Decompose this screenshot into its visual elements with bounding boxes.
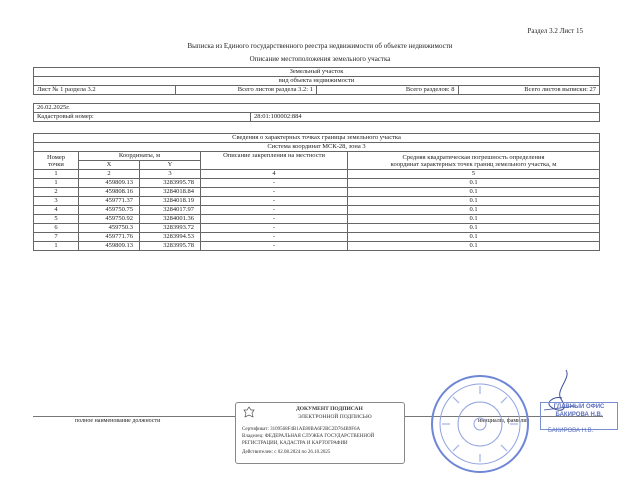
column-index-row — [34, 170, 600, 179]
point-description: - — [201, 215, 348, 224]
object-type-caption: вид объекта недвижимости — [34, 77, 600, 86]
point-description: - — [201, 224, 348, 233]
point-y: 3283993.72 — [140, 224, 201, 233]
points-caption: Сведения о характерных точках границы земельного участка — [34, 134, 600, 143]
point-y: 3284017.97 — [140, 206, 201, 215]
col-index-1: 1 — [34, 170, 79, 179]
emblem-icon — [242, 406, 256, 420]
stamp-subtitle: ЭЛЕКТРОННОЙ ПОДПИСЬЮ — [298, 414, 372, 420]
electronic-signature-stamp — [235, 402, 405, 464]
col-index-2: 2 — [79, 170, 140, 179]
point-y: 3284018.19 — [140, 197, 201, 206]
cadastral-info-table — [33, 103, 600, 122]
col-index-5: 5 — [348, 170, 600, 179]
round-seal — [428, 372, 532, 476]
table-row — [34, 215, 600, 224]
point-error: 0.1 — [348, 179, 600, 188]
stamp-owner-line2: РЕГИСТРАЦИИ, КАДАСТРА И КАРТОГРАФИИ — [242, 441, 348, 446]
point-description: - — [201, 206, 348, 215]
point-error: 0.1 — [348, 242, 600, 251]
point-number: 1 — [34, 242, 79, 251]
point-y: 3283995.78 — [140, 179, 201, 188]
extract-date: 26.02.2025г. — [34, 104, 600, 113]
table-row — [34, 233, 600, 242]
point-y: 3284001.36 — [140, 215, 201, 224]
point-description: - — [201, 197, 348, 206]
point-x: 459809.13 — [79, 179, 140, 188]
rectangular-stamp — [540, 402, 618, 430]
stamp-title: ДОКУМЕНТ ПОДПИСАН — [296, 406, 363, 412]
col-coordinates: Координаты, м — [79, 152, 201, 161]
point-error: 0.1 — [348, 224, 600, 233]
rectangular-stamp-line1: ГЛАВНЫЙ ОФИС — [553, 404, 605, 410]
document-subtitle: Описание местоположения земельного участка — [249, 55, 391, 63]
col-error-line2: координат характерных точек границ земельного участка, м — [390, 160, 557, 168]
point-error: 0.1 — [348, 206, 600, 215]
table-row — [34, 197, 600, 206]
point-number: 2 — [34, 188, 79, 197]
col-point-number — [34, 152, 79, 170]
table-row — [34, 179, 600, 188]
point-y: 3284018.84 — [140, 188, 201, 197]
point-x: 459750.92 — [79, 215, 140, 224]
col-index-4: 4 — [201, 170, 348, 179]
boundary-points-table — [33, 133, 600, 251]
point-description: - — [201, 188, 348, 197]
stamp-owner-line1: Владелец: ФЕДЕРАЛЬНАЯ СЛУЖБА ГОСУДАРСТВЕННОЙ — [242, 434, 375, 439]
col-index-3: 3 — [140, 170, 201, 179]
point-x: 459750.3 — [79, 224, 140, 233]
total-sheets: Всего листов выписки: 27 — [458, 86, 600, 95]
point-y: 3283995.78 — [140, 242, 201, 251]
section-page-label: Раздел 3.2 Лист 15 — [527, 27, 583, 35]
sheet-number: Лист № 1 раздела 3.2 — [34, 86, 176, 95]
stamp-validity: Действителен: с 02.08.2024 по 26.10.2025 — [242, 450, 331, 455]
coordinate-system: Система координат МСК-28, зона 3 — [34, 143, 600, 152]
point-number: 3 — [34, 197, 79, 206]
point-x: 459809.13 — [79, 242, 140, 251]
point-error: 0.1 — [348, 188, 600, 197]
document-title: Выписка из Единого государственного реестра недвижимости об объекте недвижимости — [187, 42, 453, 50]
cadastral-label: Кадастровый номер: — [34, 113, 251, 122]
point-error: 0.1 — [348, 197, 600, 206]
total-sections: Всего разделов: 8 — [317, 86, 459, 95]
col-x: X — [79, 161, 140, 170]
point-x: 459771.76 — [79, 233, 140, 242]
table-row — [34, 224, 600, 233]
col-description: Описание закрепления на местности — [201, 152, 348, 170]
point-x: 459808.16 — [79, 188, 140, 197]
point-number: 5 — [34, 215, 79, 224]
rectangular-stamp-line2: БАКИРОВА Н.В. — [555, 412, 603, 418]
point-number: 1 — [34, 179, 79, 188]
point-description: - — [201, 233, 348, 242]
object-type: Земельный участок — [34, 68, 600, 77]
col-point-number-line1: Номер — [46, 153, 66, 161]
object-header-table — [33, 67, 600, 95]
col-error-line1: Средняя квадратическая погрешность определения — [402, 153, 545, 161]
cadastral-number: 28:01:100002:884 — [251, 113, 600, 122]
signer-name: БАКИРОВА Н.В. — [548, 428, 594, 434]
point-y: 3283994.53 — [140, 233, 201, 242]
point-error: 0.1 — [348, 215, 600, 224]
position-caption: полное наименование должности — [75, 418, 161, 424]
table-row — [34, 206, 600, 215]
point-number: 6 — [34, 224, 79, 233]
table-row — [34, 188, 600, 197]
point-x: 459771.37 — [79, 197, 140, 206]
point-description: - — [201, 242, 348, 251]
table-row — [34, 242, 600, 251]
col-y: Y — [140, 161, 201, 170]
total-sheets-section: Всего листов раздела 3.2: 1 — [175, 86, 317, 95]
point-number: 7 — [34, 233, 79, 242]
point-number: 4 — [34, 206, 79, 215]
point-error: 0.1 — [348, 233, 600, 242]
col-error — [348, 152, 600, 170]
signature-caption: инициалы, фамилия — [478, 418, 530, 424]
col-point-number-line2: точки — [48, 160, 64, 168]
stamp-certificate: Сертификат: 3109568F4B1AE80BA6F2BC2D764B9F6A — [242, 427, 361, 432]
point-x: 459750.75 — [79, 206, 140, 215]
point-description: - — [201, 179, 348, 188]
